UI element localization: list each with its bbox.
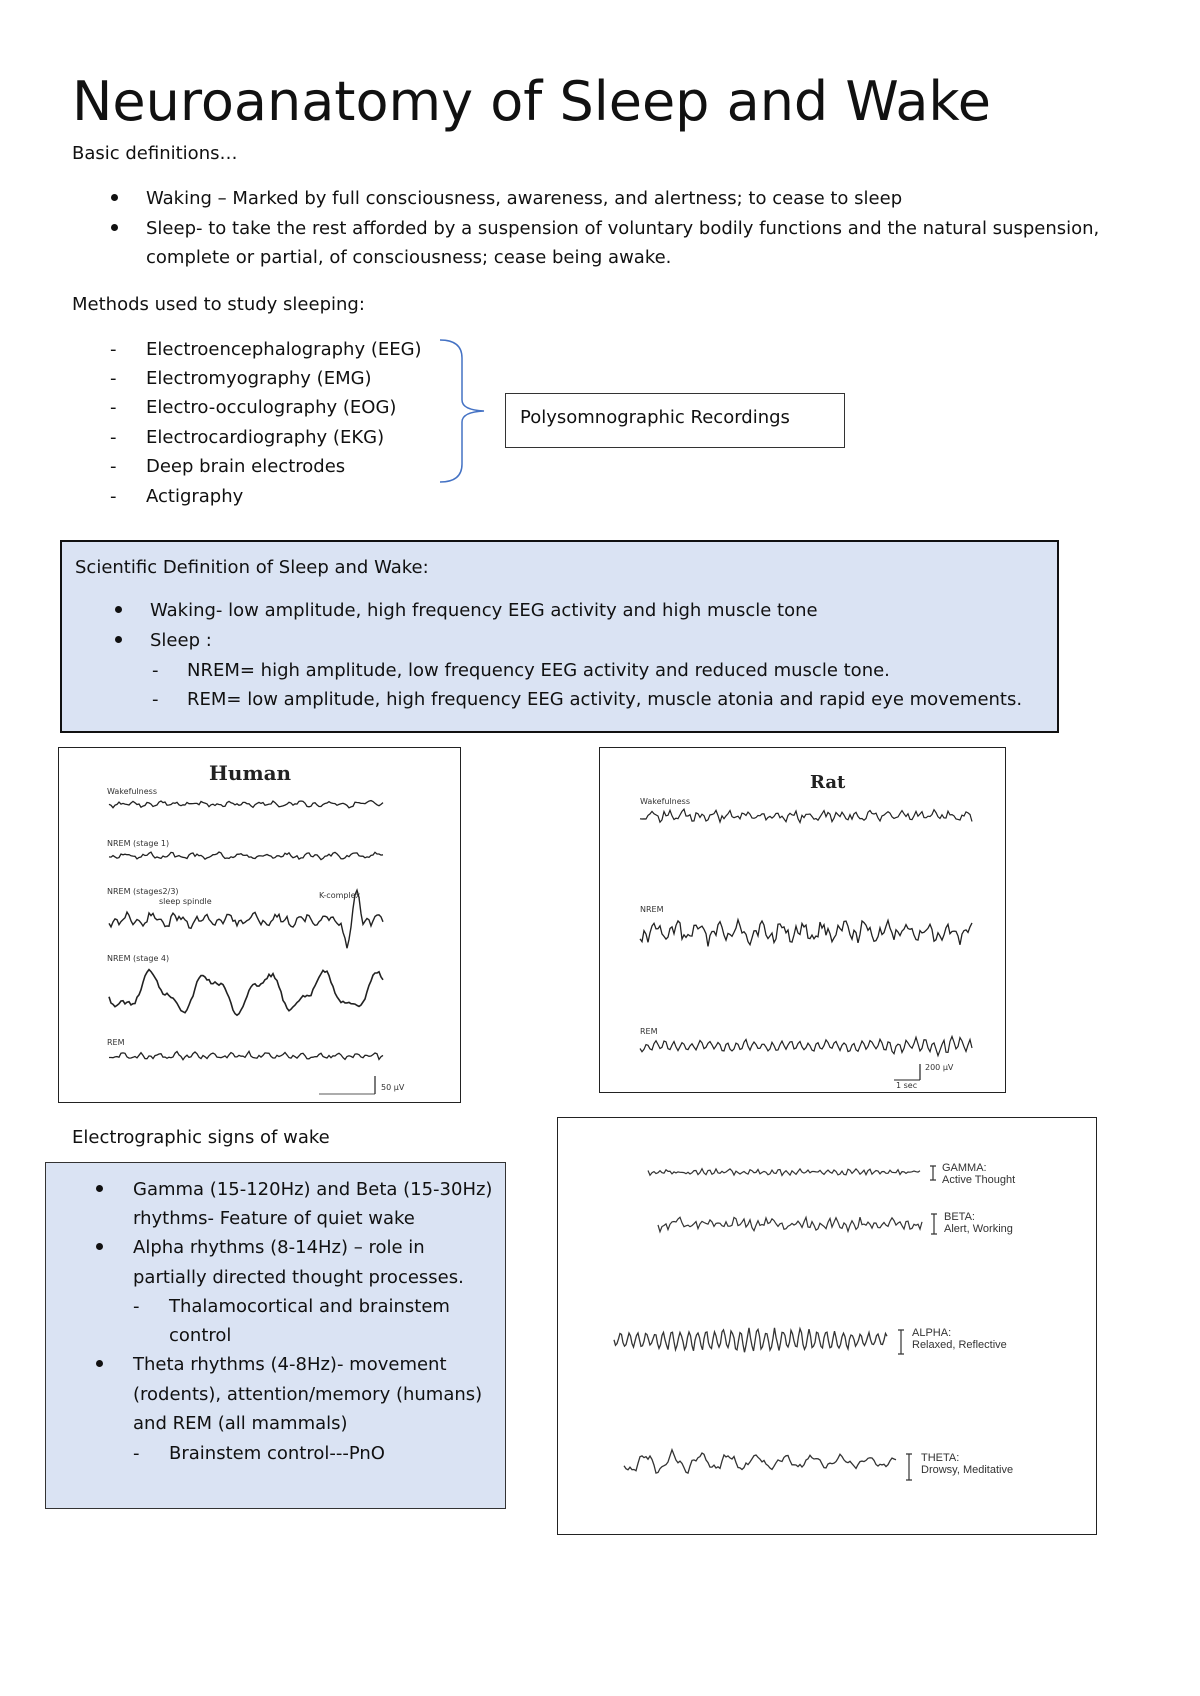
- wake-signs-heading: Electrographic signs of wake: [72, 1127, 330, 1148]
- wake-sign-line: partially directed thought processes.: [133, 1267, 464, 1288]
- band-name: ALPHA:: [912, 1327, 952, 1339]
- methods-heading: Methods used to study sleeping:: [72, 294, 365, 315]
- dash-marker: -: [133, 1443, 140, 1464]
- bullet-icon: [96, 1185, 103, 1192]
- human-figure-title: Human: [209, 761, 292, 785]
- human-eeg-figure: [58, 747, 461, 1103]
- band-name: GAMMA:: [942, 1162, 987, 1174]
- rat-eeg-traces: [600, 748, 1004, 1090]
- eeg-trace-gamma: [648, 1169, 920, 1176]
- eeg-trace-alpha: [614, 1328, 887, 1352]
- annotation-k-complex: K-complex: [319, 891, 361, 900]
- wake-sign-line: Theta rhythms (4-8Hz)- movement: [133, 1354, 447, 1375]
- sleep-definition: Sleep :: [150, 630, 212, 651]
- dash-marker: -: [110, 339, 117, 360]
- eeg-trace-beta: [658, 1217, 922, 1232]
- eeg-trace-rem: [640, 1037, 972, 1056]
- annotation-spindle: sleep spindle: [159, 897, 212, 906]
- dash-marker: -: [110, 456, 117, 477]
- trace-label: NREM: [640, 905, 664, 914]
- band-desc: Alert, Working: [944, 1223, 1013, 1235]
- wake-signs-box: [45, 1162, 506, 1509]
- wake-sign-line: and REM (all mammals): [133, 1413, 348, 1434]
- wake-sign-line: control: [169, 1325, 232, 1346]
- rem-definition: REM= low amplitude, high frequency EEG activity, muscle atonia and rapid eye movements.: [187, 689, 1023, 710]
- bullet-icon: [111, 224, 118, 231]
- basic-definitions-heading: Basic definitions…: [72, 143, 238, 164]
- bullet-icon: [96, 1360, 103, 1367]
- definition-sleep-cont: complete or partial, of consciousness; cease being awake.: [146, 247, 672, 268]
- wake-sign-line: (rodents), attention/memory (humans): [133, 1384, 483, 1405]
- dash-marker: -: [110, 486, 117, 507]
- trace-label: Wakefulness: [640, 797, 691, 806]
- wake-sign-line: Brainstem control---PnO: [169, 1443, 385, 1464]
- trace-label: REM: [640, 1027, 658, 1036]
- eeg-trace-wake: [640, 809, 972, 822]
- band-desc: Drowsy, Meditative: [921, 1464, 1014, 1476]
- bullet-icon: [111, 194, 118, 201]
- method-item: Electromyography (EMG): [146, 368, 372, 389]
- waking-definition: Waking- low amplitude, high frequency EEG activity and high muscle tone: [150, 600, 818, 621]
- trace-label: REM: [107, 1038, 125, 1047]
- eeg-trace-nrem4: [109, 970, 383, 1016]
- scale-label: 200 μV: [925, 1063, 954, 1072]
- trace-label: NREM (stages2/3): [107, 887, 179, 896]
- method-item: Electrocardiography (EKG): [146, 427, 385, 448]
- dash-marker: -: [152, 660, 159, 681]
- eeg-trace-nrem1: [109, 852, 383, 860]
- brainwave-bands-traces: [558, 1118, 1095, 1532]
- scientific-definition-box: [60, 540, 1059, 733]
- rat-eeg-figure: [599, 747, 1006, 1093]
- band-desc: Active Thought: [942, 1174, 1016, 1186]
- dash-marker: -: [152, 689, 159, 710]
- band-desc: Relaxed, Reflective: [912, 1339, 1007, 1351]
- trace-label: NREM (stage 4): [107, 954, 170, 963]
- eeg-trace-wake: [109, 801, 383, 808]
- method-item: Electro-occulography (EOG): [146, 397, 397, 418]
- bullet-icon: [115, 606, 122, 613]
- bullet-icon: [96, 1243, 103, 1250]
- dash-marker: -: [133, 1296, 140, 1317]
- rat-figure-title: Rat: [810, 772, 846, 793]
- eeg-trace-nrem: [640, 920, 972, 947]
- band-name: THETA:: [921, 1452, 960, 1464]
- scale-bracket-icon: [931, 1214, 937, 1234]
- human-eeg-traces: [59, 748, 459, 1100]
- curly-bracket-icon: [438, 338, 488, 484]
- band-name: BETA:: [944, 1211, 975, 1223]
- page-title: Neuroanatomy of Sleep and Wake: [72, 70, 991, 133]
- scale-bracket-icon: [906, 1454, 912, 1480]
- scale-bracket-icon: [898, 1330, 904, 1354]
- wake-sign-line: Alpha rhythms (8-14Hz) – role in: [133, 1237, 425, 1258]
- time-scale-label: 1 sec: [896, 1081, 918, 1090]
- trace-label: NREM (stage 1): [107, 839, 170, 848]
- bullet-icon: [115, 636, 122, 643]
- polysomnographic-box: [505, 393, 845, 448]
- scale-bracket-icon: [930, 1166, 936, 1180]
- wake-sign-line: rhythms- Feature of quiet wake: [133, 1208, 415, 1229]
- method-item: Deep brain electrodes: [146, 456, 346, 477]
- wake-sign-line: Thalamocortical and brainstem: [169, 1296, 450, 1317]
- dash-marker: -: [110, 397, 117, 418]
- eeg-trace-rem: [109, 1051, 383, 1059]
- eeg-trace-theta: [624, 1450, 896, 1473]
- method-item: Actigraphy: [146, 486, 244, 507]
- wake-sign-line: Gamma (15-120Hz) and Beta (15-30Hz): [133, 1179, 493, 1200]
- trace-label: Wakefulness: [107, 787, 158, 796]
- dash-marker: -: [110, 368, 117, 389]
- definition-sleep: Sleep- to take the rest afforded by a suspension of voluntary bodily functions and the natural suspension,: [146, 218, 1100, 239]
- brainwave-bands-figure: [557, 1117, 1097, 1535]
- scientific-definition-heading: Scientific Definition of Sleep and Wake:: [75, 557, 429, 578]
- nrem-definition: NREM= high amplitude, low frequency EEG activity and reduced muscle tone.: [187, 660, 890, 681]
- dash-marker: -: [110, 427, 117, 448]
- method-item: Electroencephalography (EEG): [146, 339, 422, 360]
- scale-label: 50 μV: [381, 1083, 405, 1092]
- definition-waking: Waking – Marked by full consciousness, awareness, and alertness; to cease to sleep: [146, 188, 903, 209]
- polysomnographic-label: Polysomnographic Recordings: [520, 407, 790, 428]
